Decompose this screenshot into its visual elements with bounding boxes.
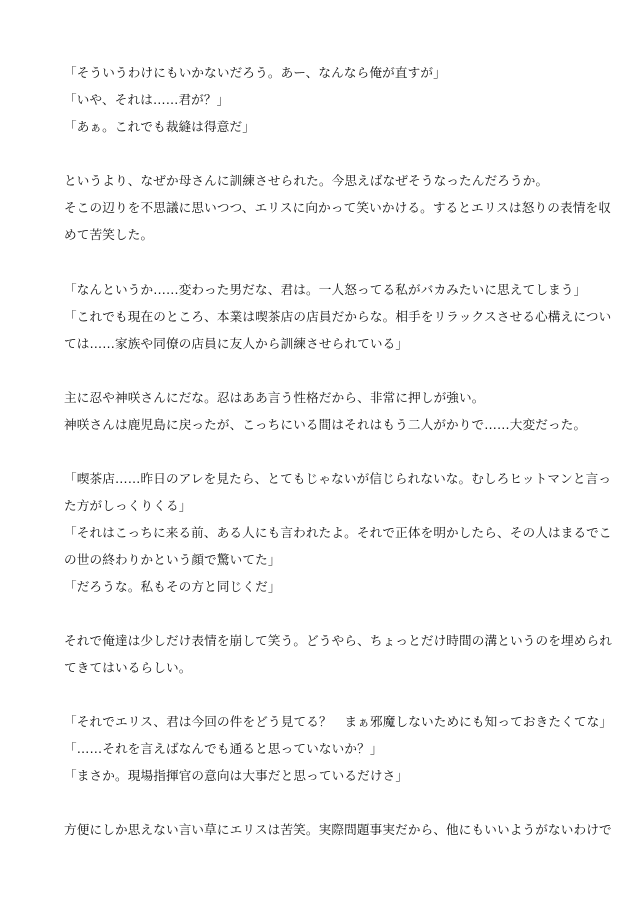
text-line: た方がしっくりくる」 [64,498,192,513]
text-line: めて苦笑した。 [64,227,154,242]
text-line: 方便にしか思えない言い草にエリスは苦笑。実際問題事実だから、他にもいいようがないわけで [64,822,612,837]
text-line: 「これでも現在のところ、本業は喫茶店の店員だからな。相手をリラックスさせる心構えについ [64,309,612,324]
text-line: 「それはこっちに来る前、ある人にも言われたよ。それで正体を明かしたら、その人はまるでこ [64,525,612,540]
text-line: てきてはいるらしい。 [64,660,192,675]
text-line: 「そういうわけにもいかないだろう。あー、なんなら俺が直すが」 [64,65,446,80]
text-line: 「それでエリス、君は今回の件をどう見てる？ まぁ邪魔しないためにも知っておきたくてな」 [64,714,613,729]
text-line: 「喫茶店……昨日のアレを見たら、とてもじゃないが信じられないな。むしろヒットマンと言っ [64,471,612,486]
text-line: というより、なぜか母さんに訓練させられた。今思えばなぜそうなったんだろうか。 [64,173,549,188]
text-line: それで俺達は少しだけ表情を崩して笑う。どうやら、ちょっとだけ時間の溝というのを埋められ [64,633,612,648]
text-line: 「……それを言えばなんでも通ると思っていないか？」 [64,741,383,756]
text-line: そこの辺りを不思議に思いつつ、エリスに向かって笑いかける。するとエリスは怒りの表情を収 [64,200,611,215]
text-line: 「だろうな。私もその方と同じくだ」 [64,579,281,594]
text-line: 「なんというか……変わった男だな、君は。一人怒ってる私がバカみたいに思えてしまう」 [64,282,587,297]
text-line: 主に忍や神咲さんにだな。忍はああ言う性格だから、非常に押しが強い。 [64,390,485,405]
text-line: 「いや、それは……君が？」 [64,92,230,107]
text-line: ては……家族や同僚の店員に友人から訓練させられている」 [64,336,409,351]
text-line: の世の終わりかという顔で驚いてた」 [64,552,281,567]
text-line: 「あぁ。これでも裁縫は得意だ」 [64,119,256,134]
text-line: 神咲さんは鹿児島に戻ったが、こっちにいる間はそれはもう二人がかりで……大変だった。 [64,417,587,432]
text-line: 「まさか。現場指揮官の意向は大事だと思っているだけさ」 [64,768,409,783]
